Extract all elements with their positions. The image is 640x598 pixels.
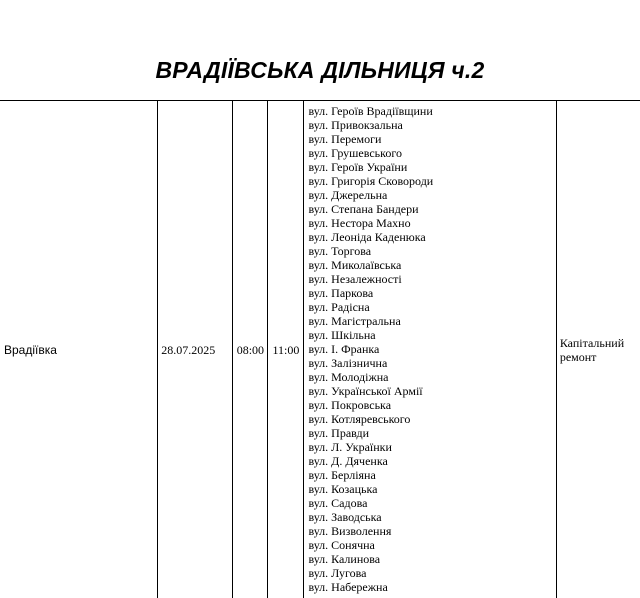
street-item: вул. Незалежності xyxy=(308,272,402,286)
street-item: вул. Торгова xyxy=(308,244,372,258)
street-item: вул. Берліяна xyxy=(308,468,376,482)
street-item: вул. Миколаївська xyxy=(308,258,402,272)
street-item: вул. Сонячна xyxy=(308,538,375,552)
start-time-cell: 08:00 xyxy=(233,101,268,598)
street-item: вул. Грушевського xyxy=(308,146,402,160)
street-item: вул. Магістральна xyxy=(308,314,401,328)
street-item: вул. Привокзальна xyxy=(308,118,403,132)
street-item: вул. Української Армії xyxy=(308,384,423,398)
street-item: вул. Степана Бандери xyxy=(308,202,419,216)
document-title: ВРАДІЇВСЬКА ДІЛЬНИЦЯ ч.2 xyxy=(155,57,485,83)
street-item: вул. Молодіжна xyxy=(308,370,389,384)
street-item: вул. Правди xyxy=(308,426,370,440)
street-item: вул. Козацька xyxy=(308,482,378,496)
street-item: вул. Героїв України xyxy=(308,160,408,174)
end-time-cell: 11:00 xyxy=(268,101,304,598)
street-item: вул. Радісна xyxy=(308,300,370,314)
street-item: вул. Леоніда Каденюка xyxy=(308,230,426,244)
street-item: вул. Заводська xyxy=(308,510,382,524)
street-item: вул. Героїв Врадіївщини xyxy=(308,104,433,118)
reason-cell xyxy=(556,101,640,598)
date-cell: 28.07.2025 xyxy=(158,101,233,598)
street-item: вул. Л. Українки xyxy=(308,440,392,454)
street-item: вул. Перемоги xyxy=(308,132,382,146)
street-list xyxy=(308,104,555,594)
street-item: вул. Визволення xyxy=(308,524,392,538)
street-item: вул. Нестора Махно xyxy=(308,216,411,230)
street-item: вул. Джерельна xyxy=(308,188,388,202)
street-item: вул. Залізнична xyxy=(308,356,388,370)
street-item: вул. Григорія Сковороди xyxy=(308,174,434,188)
street-item: вул. Лугова xyxy=(308,566,367,580)
street-item: вул. Котляревського xyxy=(308,412,411,426)
street-item: вул. Паркова xyxy=(308,286,374,300)
settlement-cell: Врадіївка xyxy=(0,101,158,598)
street-item: вул. Покровська xyxy=(308,398,392,412)
street-item: вул. Садова xyxy=(308,496,368,510)
reason-text-line-2: ремонт xyxy=(559,349,597,364)
street-item: вул. Калинова xyxy=(308,552,381,566)
street-item: вул. Набережна xyxy=(308,580,388,594)
street-item: вул. Шкільна xyxy=(308,328,376,342)
outage-table xyxy=(0,100,640,598)
table-row xyxy=(0,101,640,598)
street-item: вул. Д. Дяченка xyxy=(308,454,388,468)
streets-cell xyxy=(304,101,556,598)
reason-text-line-1: Капітальний xyxy=(559,335,625,350)
street-item: вул. І. Франка xyxy=(308,342,380,356)
